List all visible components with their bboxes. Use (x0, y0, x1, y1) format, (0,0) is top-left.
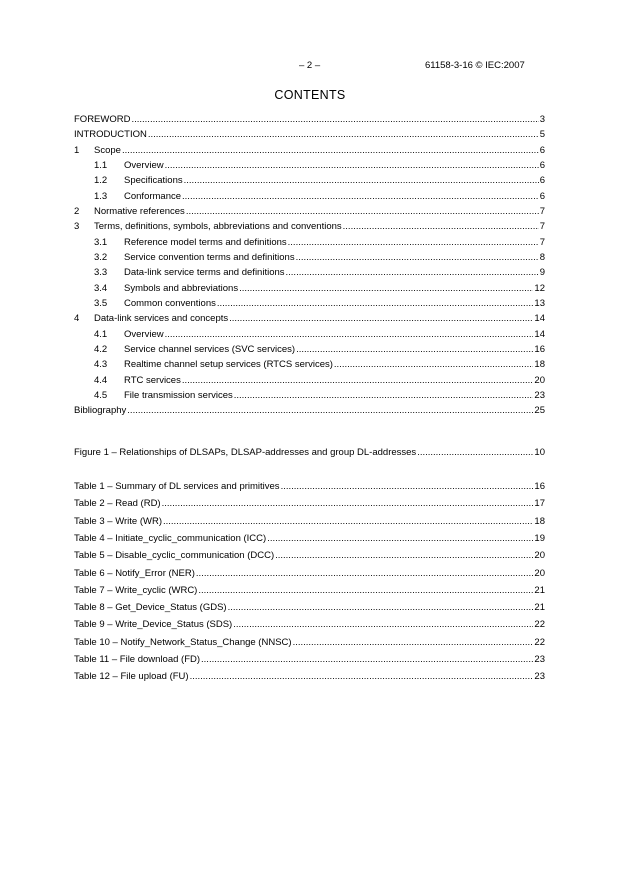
toc-number: 4 (74, 313, 80, 325)
toc-label: Table 5 – Disable_cyclic_communication (DCC) (74, 550, 275, 562)
toc-number: 1.2 (94, 175, 108, 187)
leader-dots (229, 313, 533, 325)
toc-label: INTRODUCTION (74, 129, 147, 141)
toc-entry[interactable] (94, 298, 545, 310)
toc-page-number: 3 (539, 114, 545, 125)
toc-page-number: 14 (534, 313, 545, 325)
leader-dots (334, 359, 534, 371)
table-entry[interactable] (74, 585, 545, 597)
toc-number: 2 (74, 205, 80, 217)
toc-label: Table 9 – Write_Device_Status (SDS) (74, 619, 233, 631)
toc-label: Table 8 – Get_Device_Status (GDS) (74, 602, 227, 614)
toc-label: Overview (124, 328, 164, 340)
toc-entry[interactable] (74, 206, 545, 218)
toc-page-number: 22 (534, 636, 545, 648)
toc-label: Specifications (124, 175, 183, 187)
toc-number: 3.4 (94, 282, 108, 294)
toc-label: Table 7 – Write_cyclic (WRC) (74, 584, 198, 596)
toc-label: Figure 1 – Relationships of DLSAPs, DLSAP-addresses and group DL-addresses (74, 447, 417, 458)
toc-page-number: 5 (539, 129, 545, 141)
toc-label: Scope (94, 144, 121, 156)
toc-label: Service channel services (SVC services) (124, 343, 296, 355)
table-entry[interactable] (74, 602, 545, 614)
leader-dots (288, 237, 539, 249)
toc-label: Table 11 – File download (FD) (74, 654, 201, 665)
toc-page-number: 16 (534, 481, 545, 492)
table-entry[interactable] (74, 637, 545, 649)
toc-entry[interactable] (94, 283, 545, 295)
leader-dots (186, 206, 539, 218)
toc-number: 4.1 (94, 328, 108, 340)
leader-dots (267, 533, 533, 545)
table-entry[interactable] (74, 498, 545, 510)
leader-dots (217, 298, 534, 310)
toc-number: 1 (74, 144, 80, 156)
toc-entry[interactable] (94, 390, 545, 402)
toc-number: 4.4 (94, 374, 108, 386)
leader-dots (233, 619, 533, 631)
leader-dots (163, 516, 533, 528)
toc-label: FOREWORD (74, 114, 131, 125)
toc-number: 4.2 (94, 343, 108, 355)
leader-dots (343, 221, 539, 233)
toc-label: Table 6 – Notify_Error (NER) (74, 567, 195, 579)
toc-page-number: 14 (534, 328, 545, 340)
toc-number: 3 (74, 221, 80, 233)
toc-label: Terms, definitions, symbols, abbreviations and conventions (94, 221, 342, 233)
leader-dots (296, 252, 539, 264)
table-entry[interactable] (74, 481, 545, 493)
toc-page-number: 20 (534, 550, 545, 562)
toc-entry[interactable] (74, 129, 545, 141)
page-number: – 2 – (299, 60, 321, 71)
toc-page-number: 20 (534, 567, 545, 579)
toc-label: Data-link service terms and definitions (124, 267, 285, 279)
toc-entry[interactable] (94, 160, 545, 172)
toc-label: Table 4 – Initiate_cyclic_communication (ICC) (74, 532, 267, 544)
toc-number: 4.5 (94, 389, 108, 401)
toc-entry[interactable] (94, 267, 545, 279)
toc-entry[interactable] (94, 252, 545, 264)
leader-dots (201, 654, 533, 666)
toc-page-number: 13 (534, 297, 545, 309)
toc-entry[interactable] (94, 359, 545, 371)
toc-page-number: 7 (539, 236, 545, 248)
leader-dots (239, 283, 533, 295)
toc-page-number: 20 (534, 374, 545, 386)
toc-page-number: 9 (539, 267, 545, 279)
leader-dots (148, 129, 539, 141)
table-entry[interactable] (74, 533, 545, 545)
toc-entry[interactable] (74, 145, 545, 157)
document-id: 61158-3-16 © IEC:2007 (425, 60, 525, 71)
leader-dots (165, 329, 534, 341)
toc-label: Normative references (94, 205, 185, 217)
leader-dots (122, 145, 539, 157)
toc-entry[interactable] (74, 221, 545, 233)
toc-label: RTC services (124, 374, 181, 386)
toc-page-number: 16 (534, 343, 545, 355)
toc-page-number: 23 (534, 671, 545, 683)
toc-page-number: 12 (534, 282, 545, 294)
toc-label: File transmission services (124, 389, 233, 401)
toc-entry[interactable] (74, 313, 545, 325)
toc-label: Table 2 – Read (RD) (74, 498, 161, 510)
table-entry[interactable] (74, 550, 545, 562)
toc-number: 3.1 (94, 236, 108, 248)
toc-page-number: 7 (539, 205, 545, 217)
leader-dots (286, 267, 539, 279)
figure-entry[interactable] (74, 447, 545, 459)
toc-page-number: 21 (534, 584, 545, 596)
leader-dots (182, 191, 539, 203)
toc-label: Table 12 – File upload (FU) (74, 671, 189, 683)
toc-entry[interactable] (94, 175, 545, 187)
toc-entry[interactable] (94, 375, 545, 387)
toc-page-number: 8 (539, 251, 545, 263)
toc-label: Realtime channel setup services (RTCS services) (124, 359, 333, 371)
toc-page-number: 19 (534, 532, 545, 544)
leader-dots (162, 498, 534, 510)
toc-label: Data-link services and concepts (94, 313, 229, 325)
toc-page-number: 23 (534, 389, 545, 401)
toc-entry[interactable] (94, 329, 545, 341)
toc-page-number: 25 (534, 405, 545, 417)
leader-dots (293, 637, 534, 649)
leader-dots (196, 568, 534, 580)
leader-dots (198, 585, 533, 597)
leader-dots (127, 405, 533, 417)
toc-number: 3.5 (94, 297, 108, 309)
toc-page-number: 18 (534, 359, 545, 371)
leader-dots (234, 390, 534, 402)
table-entry[interactable] (74, 568, 545, 580)
toc-label: Service convention terms and definitions (124, 251, 295, 263)
toc-page-number: 17 (534, 498, 545, 510)
toc-number: 3.3 (94, 267, 108, 279)
toc-number: 3.2 (94, 251, 108, 263)
toc-label: Bibliography (74, 405, 127, 417)
toc-page-number: 6 (539, 190, 545, 202)
toc-label: Table 3 – Write (WR) (74, 515, 162, 527)
toc-page-number: 18 (534, 515, 545, 527)
toc-entry[interactable] (94, 237, 545, 249)
leader-dots (281, 481, 534, 493)
table-entry[interactable] (74, 516, 545, 528)
toc-number: 1.1 (94, 159, 108, 171)
toc-page-number: 6 (539, 144, 545, 156)
leader-dots (275, 550, 533, 562)
toc-entry[interactable] (94, 191, 545, 203)
leader-dots (131, 114, 538, 126)
page-title: CONTENTS (274, 88, 346, 102)
leader-dots (190, 671, 534, 683)
toc-page-number: 6 (539, 159, 545, 171)
toc-page-number: 23 (534, 654, 545, 665)
toc-label: Table 10 – Notify_Network_Status_Change (NNSC) (74, 636, 292, 648)
toc-label: Overview (124, 159, 164, 171)
toc-page-number: 7 (539, 221, 545, 233)
leader-dots (184, 175, 539, 187)
toc-entry[interactable] (94, 344, 545, 356)
toc-page-number: 21 (534, 602, 545, 614)
toc-page-number: 10 (534, 447, 545, 458)
leader-dots (417, 447, 533, 459)
toc-label: Reference model terms and definitions (124, 236, 287, 248)
table-entry[interactable] (74, 671, 545, 683)
toc-label: Conformance (124, 190, 182, 202)
leader-dots (182, 375, 534, 387)
leader-dots (165, 160, 539, 172)
toc-label: Table 1 – Summary of DL services and primitives (74, 481, 280, 492)
leader-dots (296, 344, 533, 356)
table-entry[interactable] (74, 619, 545, 631)
toc-label: Symbols and abbreviations (124, 282, 239, 294)
toc-page-number: 6 (539, 175, 545, 187)
toc-number: 1.3 (94, 190, 108, 202)
table-entry[interactable] (74, 654, 545, 666)
toc-page-number: 22 (534, 619, 545, 631)
toc-entry[interactable] (74, 114, 545, 126)
toc-number: 4.3 (94, 359, 108, 371)
toc-label: Common conventions (124, 297, 216, 309)
toc-entry[interactable] (74, 405, 545, 417)
leader-dots (228, 602, 534, 614)
